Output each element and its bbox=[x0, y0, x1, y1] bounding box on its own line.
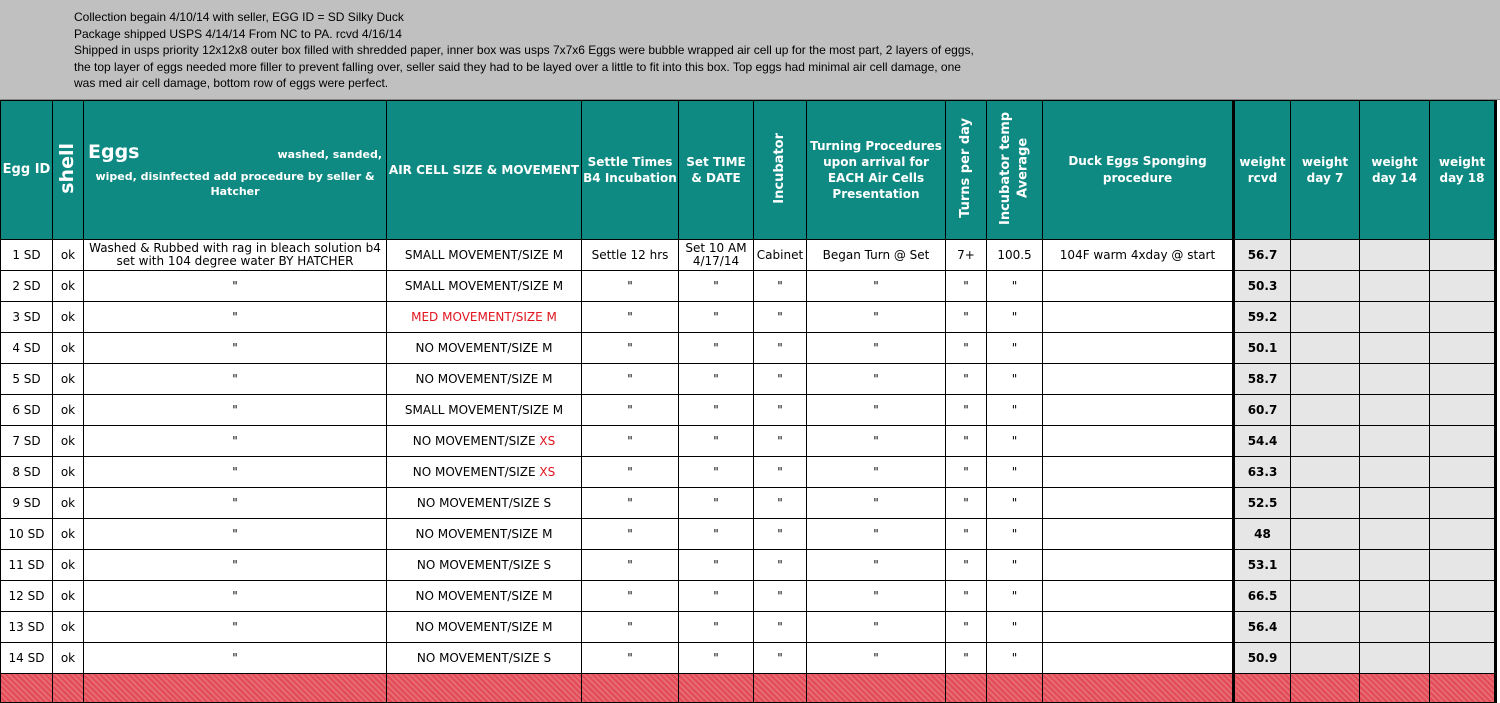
cell-weight-day18[interactable] bbox=[1430, 550, 1496, 581]
cell-sponge[interactable] bbox=[1043, 333, 1234, 364]
cell-eggs[interactable]: " bbox=[84, 364, 387, 395]
table-row bbox=[1, 364, 1500, 395]
cell-gap bbox=[1496, 519, 1500, 550]
header-incubator[interactable]: Incubator bbox=[754, 101, 807, 240]
footer-band-cell bbox=[807, 674, 946, 703]
table-row bbox=[1, 426, 1500, 457]
cell-gap bbox=[1496, 271, 1500, 302]
cell-eggs[interactable]: " bbox=[84, 519, 387, 550]
air-cell-text: SMALL MOVEMENT/SIZE M bbox=[404, 248, 564, 263]
cell-incubator[interactable]: " bbox=[754, 519, 807, 550]
cell-gap bbox=[1496, 364, 1500, 395]
cell-set[interactable]: " bbox=[679, 519, 754, 550]
cell-turns[interactable]: " bbox=[946, 271, 987, 302]
cell-weight-rcvd[interactable]: 56.7 bbox=[1234, 240, 1291, 271]
cell-turning[interactable]: " bbox=[807, 550, 946, 581]
cell-turns[interactable]: " bbox=[946, 364, 987, 395]
cell-weight-day14[interactable] bbox=[1360, 519, 1430, 550]
cell-shell[interactable]: ok bbox=[53, 240, 84, 271]
cell-weight-rcvd[interactable]: 56.4 bbox=[1234, 612, 1291, 643]
footer-band-cell bbox=[1360, 674, 1430, 703]
cell-weight-rcvd[interactable]: 48 bbox=[1234, 519, 1291, 550]
cell-air-cell[interactable] bbox=[387, 302, 582, 333]
cell-weight-day18[interactable] bbox=[1430, 519, 1496, 550]
cell-incubator[interactable]: " bbox=[754, 426, 807, 457]
air-cell-text: NO MOVEMENT/SIZE M bbox=[415, 589, 553, 604]
table-row bbox=[1, 488, 1500, 519]
cell-settle[interactable]: " bbox=[582, 550, 679, 581]
cell-shell[interactable]: ok bbox=[53, 581, 84, 612]
footer-band-cell bbox=[84, 674, 387, 703]
header-egg-id[interactable]: Egg ID bbox=[1, 101, 53, 240]
cell-shell[interactable]: ok bbox=[53, 302, 84, 333]
cell-temp[interactable]: " bbox=[987, 550, 1043, 581]
cell-eggs[interactable]: " bbox=[84, 271, 387, 302]
cell-weight-day18[interactable] bbox=[1430, 457, 1496, 488]
cell-settle[interactable]: " bbox=[582, 395, 679, 426]
air-cell-alert-text: XS bbox=[539, 465, 556, 480]
egg-log-table bbox=[0, 100, 1500, 703]
header-weight-day14[interactable]: weight day 14 bbox=[1360, 101, 1430, 240]
cell-eggs[interactable]: " bbox=[84, 612, 387, 643]
cell-turning[interactable]: " bbox=[807, 302, 946, 333]
cell-weight-rcvd[interactable]: 66.5 bbox=[1234, 581, 1291, 612]
cell-weight-rcvd[interactable]: 53.1 bbox=[1234, 550, 1291, 581]
cell-incubator[interactable]: " bbox=[754, 271, 807, 302]
cell-eggs[interactable]: " bbox=[84, 395, 387, 426]
header-eggs[interactable]: Eggs washed, sanded, wiped, disinfected add procedure by seller & Hatcher bbox=[84, 101, 387, 240]
table-row bbox=[1, 550, 1500, 581]
air-cell-text: NO MOVEMENT/SIZE M bbox=[415, 372, 553, 387]
cell-turns[interactable]: " bbox=[946, 581, 987, 612]
air-cell-alert-text: XS bbox=[539, 434, 556, 449]
cell-sponge[interactable] bbox=[1043, 550, 1234, 581]
cell-air-cell[interactable] bbox=[387, 395, 582, 426]
cell-weight-day18[interactable] bbox=[1430, 612, 1496, 643]
note-line-1: Collection begain 4/10/14 with seller, EGG ID = SD Silky Duck bbox=[74, 10, 404, 24]
footer-band-cell bbox=[582, 674, 679, 703]
footer-band-cell bbox=[1291, 674, 1360, 703]
cell-shell[interactable]: ok bbox=[53, 333, 84, 364]
cell-settle[interactable]: " bbox=[582, 333, 679, 364]
cell-weight-day14[interactable] bbox=[1360, 612, 1430, 643]
cell-shell[interactable]: ok bbox=[53, 395, 84, 426]
cell-weight-rcvd[interactable]: 58.7 bbox=[1234, 364, 1291, 395]
header-turning[interactable]: Turning Procedures upon arrival for EACH Air Cells Presentation bbox=[807, 101, 946, 240]
cell-air-cell[interactable] bbox=[387, 488, 582, 519]
cell-temp[interactable]: " bbox=[987, 581, 1043, 612]
header-gap bbox=[1496, 101, 1500, 240]
cell-turning[interactable]: Began Turn @ Set bbox=[807, 240, 946, 271]
cell-egg-id[interactable]: 1 SD bbox=[1, 240, 53, 271]
cell-temp[interactable]: " bbox=[987, 271, 1043, 302]
cell-weight-rcvd[interactable]: 60.7 bbox=[1234, 395, 1291, 426]
cell-turning[interactable]: " bbox=[807, 581, 946, 612]
cell-gap bbox=[1496, 426, 1500, 457]
cell-settle[interactable]: " bbox=[582, 302, 679, 333]
cell-set[interactable]: " bbox=[679, 581, 754, 612]
air-cell-text: NO MOVEMENT/SIZE M bbox=[415, 620, 553, 635]
cell-shell[interactable]: ok bbox=[53, 612, 84, 643]
cell-weight-rcvd[interactable]: 63.3 bbox=[1234, 457, 1291, 488]
note-line-5: was med air cell damage, bottom row of eggs were perfect. bbox=[74, 76, 389, 90]
footer-band bbox=[1, 674, 1500, 703]
cell-egg-id[interactable]: 7 SD bbox=[1, 426, 53, 457]
cell-turning[interactable]: " bbox=[807, 488, 946, 519]
table-row bbox=[1, 395, 1500, 426]
cell-incubator[interactable]: " bbox=[754, 395, 807, 426]
cell-weight-day18[interactable] bbox=[1430, 581, 1496, 612]
cell-shell[interactable]: ok bbox=[53, 457, 84, 488]
cell-incubator[interactable]: " bbox=[754, 581, 807, 612]
cell-weight-day14[interactable] bbox=[1360, 302, 1430, 333]
cell-air-cell[interactable] bbox=[387, 333, 582, 364]
cell-set[interactable]: " bbox=[679, 488, 754, 519]
cell-shell[interactable]: ok bbox=[53, 271, 84, 302]
air-cell-text: NO MOVEMENT/SIZE M bbox=[415, 527, 553, 542]
cell-weight-day14[interactable] bbox=[1360, 488, 1430, 519]
cell-weight-day7[interactable] bbox=[1291, 581, 1360, 612]
cell-weight-day7[interactable] bbox=[1291, 302, 1360, 333]
cell-egg-id[interactable]: 10 SD bbox=[1, 519, 53, 550]
cell-eggs[interactable]: Washed & Rubbed with rag in bleach solution b4 set with 104 degree water BY HATCHER bbox=[84, 240, 387, 271]
cell-sponge[interactable] bbox=[1043, 302, 1234, 333]
cell-settle[interactable]: " bbox=[582, 519, 679, 550]
cell-turning[interactable]: " bbox=[807, 271, 946, 302]
cell-incubator[interactable]: " bbox=[754, 612, 807, 643]
cell-shell[interactable]: ok bbox=[53, 364, 84, 395]
cell-egg-id[interactable]: 5 SD bbox=[1, 364, 53, 395]
cell-shell[interactable]: ok bbox=[53, 519, 84, 550]
footer-band-cell bbox=[1430, 674, 1496, 703]
cell-set[interactable]: " bbox=[679, 364, 754, 395]
cell-gap bbox=[1496, 457, 1500, 488]
cell-settle[interactable]: " bbox=[582, 488, 679, 519]
table-row bbox=[1, 643, 1500, 674]
cell-weight-day14[interactable] bbox=[1360, 271, 1430, 302]
cell-egg-id[interactable]: 9 SD bbox=[1, 488, 53, 519]
table-row bbox=[1, 302, 1500, 333]
cell-turns[interactable]: 7+ bbox=[946, 240, 987, 271]
cell-weight-day18[interactable] bbox=[1430, 271, 1496, 302]
cell-temp[interactable]: " bbox=[987, 612, 1043, 643]
cell-temp[interactable]: " bbox=[987, 643, 1043, 674]
cell-weight-day14[interactable] bbox=[1360, 426, 1430, 457]
cell-eggs[interactable]: " bbox=[84, 333, 387, 364]
cell-gap bbox=[1496, 240, 1500, 271]
cell-weight-day14[interactable] bbox=[1360, 364, 1430, 395]
cell-set[interactable]: " bbox=[679, 333, 754, 364]
cell-shell[interactable]: ok bbox=[53, 550, 84, 581]
cell-turning[interactable]: " bbox=[807, 426, 946, 457]
header-weight-day18[interactable]: weight day 18 bbox=[1430, 101, 1496, 240]
cell-air-cell[interactable] bbox=[387, 612, 582, 643]
cell-set[interactable]: " bbox=[679, 271, 754, 302]
cell-weight-day18[interactable] bbox=[1430, 302, 1496, 333]
cell-set[interactable]: " bbox=[679, 550, 754, 581]
table-row bbox=[1, 612, 1500, 643]
table-row bbox=[1, 519, 1500, 550]
air-cell-text: NO MOVEMENT/SIZE S bbox=[416, 558, 552, 573]
cell-weight-day18[interactable] bbox=[1430, 488, 1496, 519]
cell-turns[interactable]: " bbox=[946, 612, 987, 643]
air-cell-text: SMALL MOVEMENT/SIZE M bbox=[404, 403, 564, 418]
cell-settle[interactable]: " bbox=[582, 643, 679, 674]
cell-weight-day7[interactable] bbox=[1291, 488, 1360, 519]
cell-egg-id[interactable]: 8 SD bbox=[1, 457, 53, 488]
cell-temp[interactable]: 100.5 bbox=[987, 240, 1043, 271]
cell-weight-day7[interactable] bbox=[1291, 550, 1360, 581]
cell-sponge[interactable]: 104F warm 4xday @ start bbox=[1043, 240, 1234, 271]
cell-settle[interactable]: Settle 12 hrs bbox=[582, 240, 679, 271]
cell-egg-id[interactable]: 13 SD bbox=[1, 612, 53, 643]
cell-weight-rcvd[interactable]: 52.5 bbox=[1234, 488, 1291, 519]
cell-settle[interactable]: " bbox=[582, 612, 679, 643]
cell-eggs[interactable]: " bbox=[84, 550, 387, 581]
cell-eggs[interactable]: " bbox=[84, 426, 387, 457]
cell-temp[interactable]: " bbox=[987, 519, 1043, 550]
header-weight-day7[interactable]: weight day 7 bbox=[1291, 101, 1360, 240]
cell-incubator[interactable]: " bbox=[754, 333, 807, 364]
cell-shell[interactable]: ok bbox=[53, 488, 84, 519]
cell-temp[interactable]: " bbox=[987, 488, 1043, 519]
table-row bbox=[1, 333, 1500, 364]
cell-weight-day14[interactable] bbox=[1360, 395, 1430, 426]
header-temp[interactable]: Incubator temp Average bbox=[987, 101, 1043, 240]
cell-egg-id[interactable]: 14 SD bbox=[1, 643, 53, 674]
cell-turning[interactable]: " bbox=[807, 364, 946, 395]
cell-weight-day7[interactable] bbox=[1291, 240, 1360, 271]
cell-settle[interactable]: " bbox=[582, 271, 679, 302]
footer-band-cell bbox=[946, 674, 987, 703]
cell-gap bbox=[1496, 581, 1500, 612]
cell-weight-day7[interactable] bbox=[1291, 612, 1360, 643]
cell-weight-day7[interactable] bbox=[1291, 426, 1360, 457]
cell-set[interactable]: Set 10 AM 4/17/14 bbox=[679, 240, 754, 271]
cell-eggs[interactable]: " bbox=[84, 581, 387, 612]
cell-turns[interactable]: " bbox=[946, 302, 987, 333]
cell-gap bbox=[1496, 612, 1500, 643]
cell-weight-day18[interactable] bbox=[1430, 240, 1496, 271]
note-line-3: Shipped in usps priority 12x12x8 outer box filled with shredded paper, inner box was usps 7x7x6 Eggs were bubble wrapped air cell up for the most part, 2 layers of eggs, bbox=[74, 43, 974, 57]
cell-turning[interactable]: " bbox=[807, 333, 946, 364]
cell-weight-day18[interactable] bbox=[1430, 364, 1496, 395]
cell-sponge[interactable] bbox=[1043, 519, 1234, 550]
cell-set[interactable]: " bbox=[679, 643, 754, 674]
cell-air-cell[interactable] bbox=[387, 643, 582, 674]
cell-sponge[interactable] bbox=[1043, 643, 1234, 674]
footer-band-cell bbox=[53, 674, 84, 703]
cell-egg-id[interactable]: 3 SD bbox=[1, 302, 53, 333]
footer-band-cell bbox=[1, 674, 53, 703]
cell-weight-day7[interactable] bbox=[1291, 643, 1360, 674]
cell-temp[interactable]: " bbox=[987, 302, 1043, 333]
cell-eggs[interactable]: " bbox=[84, 488, 387, 519]
cell-egg-id[interactable]: 12 SD bbox=[1, 581, 53, 612]
cell-turns[interactable]: " bbox=[946, 643, 987, 674]
footer-band-cell bbox=[1496, 674, 1500, 703]
cell-turning[interactable]: " bbox=[807, 612, 946, 643]
cell-set[interactable]: " bbox=[679, 426, 754, 457]
footer-band-cell bbox=[679, 674, 754, 703]
cell-settle[interactable]: " bbox=[582, 426, 679, 457]
cell-weight-day14[interactable] bbox=[1360, 643, 1430, 674]
cell-air-cell[interactable] bbox=[387, 519, 582, 550]
cell-gap bbox=[1496, 302, 1500, 333]
air-cell-text: NO MOVEMENT/SIZE M bbox=[415, 341, 553, 356]
cell-turning[interactable]: " bbox=[807, 395, 946, 426]
cell-weight-day18[interactable] bbox=[1430, 643, 1496, 674]
cell-set[interactable]: " bbox=[679, 457, 754, 488]
table-row bbox=[1, 240, 1500, 271]
cell-air-cell[interactable] bbox=[387, 457, 582, 488]
note-line-4: the top layer of eggs needed more filler to prevent falling over, seller said they had to be layed over a little to fit into this box. Top eggs had minimal air cell damage, one bbox=[74, 59, 961, 74]
cell-settle[interactable]: " bbox=[582, 364, 679, 395]
cell-gap bbox=[1496, 550, 1500, 581]
footer-band-cell bbox=[1043, 674, 1234, 703]
cell-sponge[interactable] bbox=[1043, 364, 1234, 395]
cell-weight-day7[interactable] bbox=[1291, 364, 1360, 395]
cell-turns[interactable]: " bbox=[946, 426, 987, 457]
cell-gap bbox=[1496, 395, 1500, 426]
header-set-time[interactable]: Set TIME & DATE bbox=[679, 101, 754, 240]
cell-eggs[interactable]: " bbox=[84, 457, 387, 488]
cell-sponge[interactable] bbox=[1043, 612, 1234, 643]
cell-weight-day7[interactable] bbox=[1291, 519, 1360, 550]
cell-temp[interactable]: " bbox=[987, 364, 1043, 395]
air-cell-alert-text: MED MOVEMENT/SIZE M bbox=[411, 310, 557, 325]
cell-egg-id[interactable]: 4 SD bbox=[1, 333, 53, 364]
cell-incubator[interactable]: " bbox=[754, 550, 807, 581]
cell-weight-rcvd[interactable]: 50.3 bbox=[1234, 271, 1291, 302]
cell-shell[interactable]: ok bbox=[53, 426, 84, 457]
cell-turns[interactable]: " bbox=[946, 488, 987, 519]
cell-air-cell[interactable] bbox=[387, 240, 582, 271]
cell-temp[interactable]: " bbox=[987, 426, 1043, 457]
header-weight-rcvd[interactable]: weight rcvd bbox=[1234, 101, 1291, 240]
cell-gap bbox=[1496, 333, 1500, 364]
cell-egg-id[interactable]: 6 SD bbox=[1, 395, 53, 426]
cell-weight-day18[interactable] bbox=[1430, 395, 1496, 426]
cell-turning[interactable]: " bbox=[807, 643, 946, 674]
header-sponging[interactable]: Duck Eggs Sponging procedure bbox=[1043, 101, 1234, 240]
air-cell-text: NO MOVEMENT/SIZE bbox=[412, 434, 540, 449]
cell-gap bbox=[1496, 643, 1500, 674]
air-cell-text: NO MOVEMENT/SIZE bbox=[412, 465, 540, 480]
air-cell-text: SMALL MOVEMENT/SIZE M bbox=[404, 279, 564, 294]
cell-shell[interactable]: ok bbox=[53, 643, 84, 674]
cell-incubator[interactable]: " bbox=[754, 302, 807, 333]
cell-incubator[interactable]: " bbox=[754, 364, 807, 395]
cell-weight-day7[interactable] bbox=[1291, 333, 1360, 364]
cell-set[interactable]: " bbox=[679, 395, 754, 426]
footer-band-cell bbox=[754, 674, 807, 703]
cell-weight-day14[interactable] bbox=[1360, 333, 1430, 364]
cell-settle[interactable]: " bbox=[582, 457, 679, 488]
air-cell-text: NO MOVEMENT/SIZE S bbox=[416, 651, 552, 666]
footer-band-cell bbox=[987, 674, 1043, 703]
table-row bbox=[1, 271, 1500, 302]
cell-weight-day7[interactable] bbox=[1291, 395, 1360, 426]
header-air-cell[interactable]: AIR CELL SIZE & MOVEMENT bbox=[387, 101, 582, 240]
cell-turns[interactable]: " bbox=[946, 395, 987, 426]
note-line-2: Package shipped USPS 4/14/14 From NC to PA. rcvd 4/16/14 bbox=[74, 26, 402, 41]
header-shell[interactable]: shell bbox=[53, 101, 84, 240]
cell-eggs[interactable]: " bbox=[84, 643, 387, 674]
cell-temp[interactable]: " bbox=[987, 333, 1043, 364]
table-row bbox=[1, 581, 1500, 612]
cell-weight-day14[interactable] bbox=[1360, 550, 1430, 581]
cell-settle[interactable]: " bbox=[582, 581, 679, 612]
cell-weight-day14[interactable] bbox=[1360, 240, 1430, 271]
cell-incubator[interactable]: " bbox=[754, 643, 807, 674]
cell-turning[interactable]: " bbox=[807, 457, 946, 488]
cell-sponge[interactable] bbox=[1043, 488, 1234, 519]
cell-sponge[interactable] bbox=[1043, 271, 1234, 302]
footer-band-cell bbox=[387, 674, 582, 703]
cell-weight-day18[interactable] bbox=[1430, 426, 1496, 457]
footer-band-cell bbox=[1234, 674, 1291, 703]
cell-sponge[interactable] bbox=[1043, 457, 1234, 488]
cell-weight-rcvd[interactable]: 50.9 bbox=[1234, 643, 1291, 674]
cell-air-cell[interactable] bbox=[387, 426, 582, 457]
cell-set[interactable]: " bbox=[679, 302, 754, 333]
cell-eggs[interactable]: " bbox=[84, 302, 387, 333]
cell-incubator[interactable]: " bbox=[754, 488, 807, 519]
cell-incubator[interactable]: " bbox=[754, 457, 807, 488]
header-turns[interactable]: Turns per day bbox=[946, 101, 987, 240]
cell-weight-day14[interactable] bbox=[1360, 457, 1430, 488]
cell-weight-day7[interactable] bbox=[1291, 457, 1360, 488]
notes-panel bbox=[0, 0, 1500, 100]
cell-air-cell[interactable] bbox=[387, 271, 582, 302]
cell-egg-id[interactable]: 2 SD bbox=[1, 271, 53, 302]
cell-turns[interactable]: " bbox=[946, 519, 987, 550]
cell-turning[interactable]: " bbox=[807, 519, 946, 550]
cell-weight-day7[interactable] bbox=[1291, 271, 1360, 302]
cell-set[interactable]: " bbox=[679, 612, 754, 643]
cell-temp[interactable]: " bbox=[987, 395, 1043, 426]
cell-weight-rcvd[interactable]: 54.4 bbox=[1234, 426, 1291, 457]
cell-gap bbox=[1496, 488, 1500, 519]
cell-egg-id[interactable]: 11 SD bbox=[1, 550, 53, 581]
cell-temp[interactable]: " bbox=[987, 457, 1043, 488]
cell-weight-rcvd[interactable]: 50.1 bbox=[1234, 333, 1291, 364]
air-cell-text: NO MOVEMENT/SIZE S bbox=[416, 496, 552, 511]
table-row bbox=[1, 457, 1500, 488]
cell-weight-day18[interactable] bbox=[1430, 333, 1496, 364]
cell-sponge[interactable] bbox=[1043, 581, 1234, 612]
cell-incubator[interactable]: Cabinet bbox=[754, 240, 807, 271]
cell-turns[interactable]: " bbox=[946, 457, 987, 488]
cell-air-cell[interactable] bbox=[387, 364, 582, 395]
header-row bbox=[1, 101, 1500, 240]
cell-turns[interactable]: " bbox=[946, 550, 987, 581]
header-settle[interactable]: Settle Times B4 Incubation bbox=[582, 101, 679, 240]
cell-sponge[interactable] bbox=[1043, 395, 1234, 426]
cell-weight-day14[interactable] bbox=[1360, 581, 1430, 612]
cell-turns[interactable]: " bbox=[946, 333, 987, 364]
cell-weight-rcvd[interactable]: 59.2 bbox=[1234, 302, 1291, 333]
cell-air-cell[interactable] bbox=[387, 581, 582, 612]
cell-air-cell[interactable] bbox=[387, 550, 582, 581]
cell-sponge[interactable] bbox=[1043, 426, 1234, 457]
